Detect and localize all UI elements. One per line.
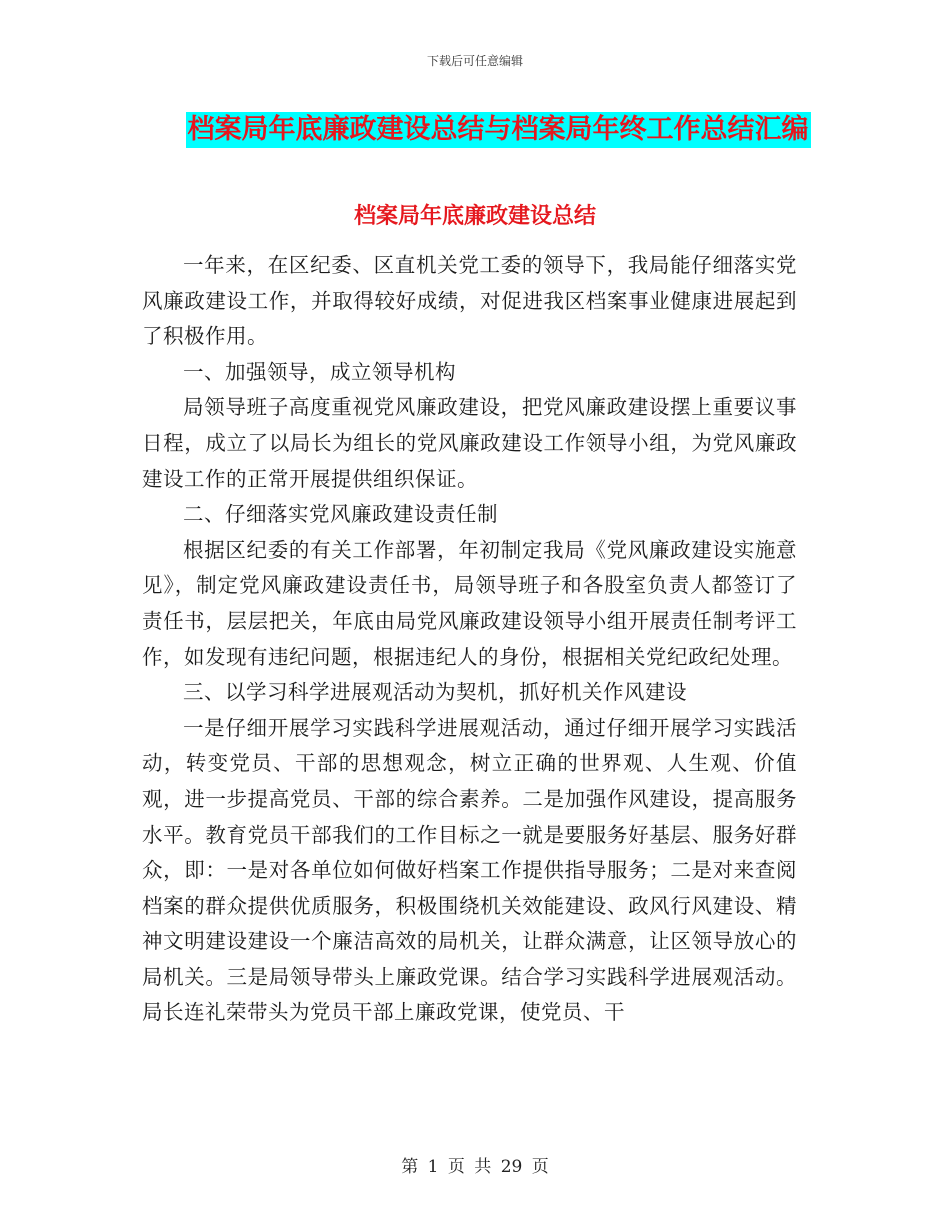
paragraph: 局领导班子高度重视党风廉政建设，把党风廉政建设摆上重要议事日程，成立了以局长为组长的党风廉政建设工作领导小组，为党风廉政建设工作的正常开展提供组织保证。 [142,395,797,491]
heading-2: 二、仔细落实党风廉政建设责任制 [183,502,498,527]
heading-1: 一、加强领导，成立领导机构 [183,359,456,384]
page-number: 第 1 页 共 29 页 [401,1157,549,1177]
paragraph: 一是仔细开展学习实践科学进展观活动，通过仔细开展学习实践活动，转变党员、干部的思想观念，树立正确的世界观、人生观、价值观，进一步提高党员、干部的综合素养。二是加强作风建设，提高服务水平。教育党员干部我们的工作目标之一就是要服务好基层、服务好群众，即：一是对各单位如何做好档案工作提供指导服务；二是对来查阅档案的群众提供优质服务，积极围绕机关效能建设、政风行风建设、精神文明建设建设一个廉洁高效的局机关，让群众满意，让区领导放心的局机关。三是局领导带头上廉政党课。结合学习实践科学进展观活动。局长连礼荣带头为党员干部上廉政党课，使党员、干 [142,715,797,1025]
heading-3: 三、以学习科学进展观活动为契机，抓好机关作风建设 [183,680,687,705]
main-title-container [0,112,950,148]
paragraph: 根据区纪委的有关工作部署，年初制定我局《党风廉政建设实施意见》，制定党风廉政建设责任书，局领导班子和各股室负责人都签订了责任书，层层把关，年底由局党风廉政建设领导小组开展责任制考评工作，如发现有违纪问题，根据违纪人的身份，根据相关党纪政纪处理。 [142,537,797,669]
paragraph: 一年来，在区纪委、区直机关党工委的领导下，我局能仔细落实党风廉政建设工作，并取得较好成绩，对促进我区档案事业健康进展起到了积极作用。 [142,253,797,349]
section-title: 档案局年底廉政建设总结 [353,204,596,229]
document-body [142,248,797,1031]
header-note: 下载后可任意编辑 [426,54,523,68]
document-title: 档案局年底廉政建设总结与档案局年终工作总结汇编 [186,112,811,148]
